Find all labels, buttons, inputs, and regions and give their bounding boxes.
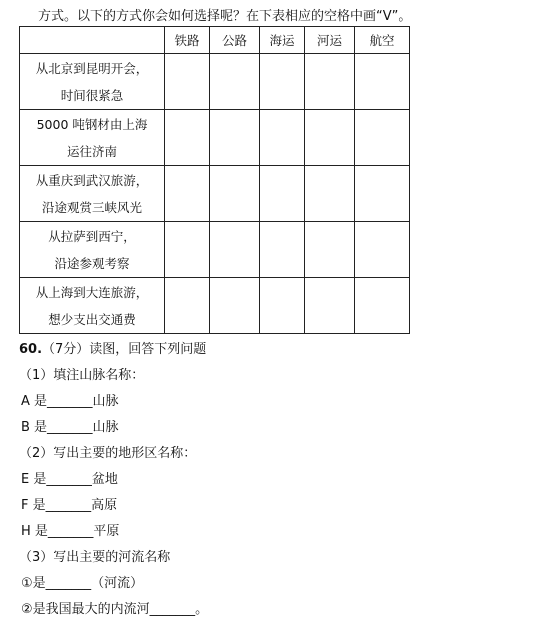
answer-cell-river[interactable]: [305, 54, 355, 110]
answer-line-h: H 是_______平原: [21, 524, 120, 539]
answer-cell-sea[interactable]: [260, 110, 305, 166]
header-sea-transport: 海运: [260, 27, 305, 54]
answer-cell-air[interactable]: [355, 54, 410, 110]
answer-line-b: B 是_______山脉: [21, 420, 119, 435]
answer-line-river-1: ①是_______（河流）: [21, 576, 144, 591]
answer-cell-air[interactable]: [355, 110, 410, 166]
answer-line-f: F 是_______高原: [21, 498, 118, 513]
answer-line-e: E 是_______盆地: [21, 472, 118, 487]
subquestion-2-title: （2）写出主要的地形区名称：: [19, 446, 197, 461]
intro-text: 方式。以下的方式你会如何选择呢？在下表相应的空格中画“V”。: [38, 9, 412, 24]
subquestion-3-title: （3）写出主要的河流名称: [19, 550, 171, 565]
route-line-2: 运往济南: [66, 143, 117, 159]
answer-cell-highway[interactable]: [210, 222, 260, 278]
route-line-2: 想少支出交通费: [48, 311, 136, 327]
route-line-1: 从北京到昆明开会，: [35, 60, 149, 76]
answer-cell-sea[interactable]: [260, 166, 305, 222]
question-header: [19, 338, 206, 357]
answer-cell-railway[interactable]: [165, 222, 210, 278]
route-line-1: 从拉萨到西宁，: [48, 228, 136, 244]
answer-cell-air[interactable]: [355, 166, 410, 222]
route-cell: [20, 222, 165, 278]
table-row: [20, 110, 410, 166]
route-line-1: 从上海到大连旅游，: [35, 284, 149, 300]
header-river-transport: 河运: [305, 27, 355, 54]
route-line-2: 沿途观赏三峡风光: [41, 199, 142, 215]
header-cell-empty: [20, 27, 165, 54]
route-line-2: 沿途参观考察: [54, 255, 130, 271]
answer-cell-railway[interactable]: [165, 54, 210, 110]
answer-cell-highway[interactable]: [210, 54, 260, 110]
route-cell: [20, 54, 165, 110]
answer-cell-sea[interactable]: [260, 54, 305, 110]
route-cell: [20, 166, 165, 222]
answer-cell-sea[interactable]: [260, 222, 305, 278]
answer-cell-air[interactable]: [355, 222, 410, 278]
answer-cell-sea[interactable]: [260, 278, 305, 334]
answer-cell-highway[interactable]: [210, 278, 260, 334]
answer-cell-highway[interactable]: [210, 110, 260, 166]
answer-cell-river[interactable]: [305, 166, 355, 222]
route-line-1: 5000 吨钢材由上海: [36, 116, 148, 132]
table-row: [20, 166, 410, 222]
answer-line-river-2: ②是我国最大的内流河_______。: [21, 602, 209, 617]
question-number: 60.: [19, 342, 43, 357]
answer-cell-river[interactable]: [305, 222, 355, 278]
route-cell: [20, 110, 165, 166]
transport-choice-table: [19, 26, 410, 334]
answer-cell-river[interactable]: [305, 110, 355, 166]
header-air-transport: 航空: [355, 27, 410, 54]
route-cell: [20, 278, 165, 334]
table-row: [20, 54, 410, 110]
header-railway: 铁路: [165, 27, 210, 54]
answer-cell-air[interactable]: [355, 278, 410, 334]
answer-cell-highway[interactable]: [210, 166, 260, 222]
subquestion-1-title: （1）填注山脉名称：: [19, 368, 145, 383]
table-header-row: [20, 27, 410, 54]
answer-line-a: A 是_______山脉: [21, 394, 119, 409]
route-line-1: 从重庆到武汉旅游，: [35, 172, 149, 188]
answer-cell-railway[interactable]: [165, 110, 210, 166]
answer-cell-river[interactable]: [305, 278, 355, 334]
answer-cell-railway[interactable]: [165, 278, 210, 334]
answer-cell-railway[interactable]: [165, 166, 210, 222]
header-highway: 公路: [210, 27, 260, 54]
question-header-text: （7分）读图，回答下列问题: [42, 342, 207, 357]
route-line-2: 时间很紧急: [60, 87, 124, 103]
table-row: [20, 278, 410, 334]
table-row: [20, 222, 410, 278]
